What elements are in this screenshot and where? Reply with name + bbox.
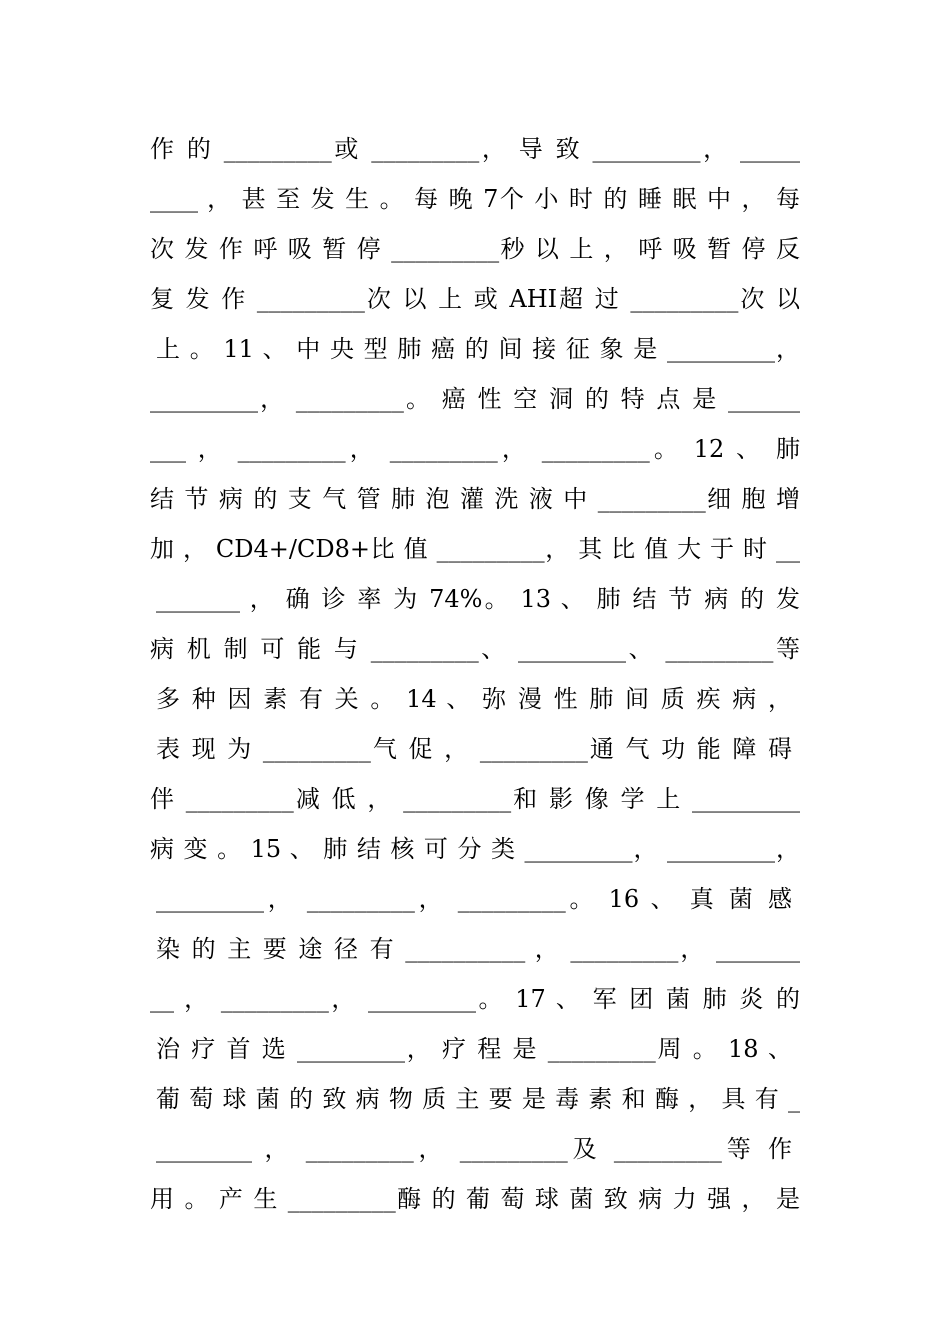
body-text	[150, 124, 800, 1224]
text-line-19: 治 疗 首 选 _________， 疗 程 是 _________周 。 18 、	[156, 1035, 792, 1063]
text-line-17: 染 的 主 要 途 径 有 __________ ， _________， _______	[156, 935, 800, 963]
text-line-16: _________， _________， _________。 16 、 真 菌 感	[156, 885, 792, 913]
text-line-14: 伴 _________减 低 ， _________和 影 像 学 上 _________	[150, 785, 800, 813]
text-line-6: _________， _________。 癌 性 空 洞 的 特 点 是 ______	[150, 385, 800, 413]
text-line-8: 结 节 病 的 支 气 管 肺 泡 灌 洗 液 中 _________细 胞 增	[150, 485, 800, 513]
text-line-9: 加 ， CD4+/CD8+比 值 _________， 其 比 值 大 于 时 __	[150, 535, 800, 563]
text-line-12: 多 种 因 素 有 关 。 14 、 弥 漫 性 肺 间 质 疾 病 ，	[156, 685, 792, 713]
text-line-20: 葡 萄 球 菌 的 致 病 物 质 主 要 是 毒 素 和 酶 ， 具 有 _	[156, 1085, 800, 1113]
text-line-15: 病 变 。 15 、 肺 结 核 可 分 类 _________， _________，	[150, 835, 800, 863]
text-line-2: ____ ， 甚 至 发 生 。 每 晚 7个 小 时 的 睡 眠 中 ， 每	[150, 185, 800, 213]
text-line-18: __ ， _________， _________。 17 、 军 团 菌 肺 炎 的	[150, 985, 800, 1013]
text-line-11: 病 机 制 可 能 与 _________、 _________、 _________等	[150, 635, 800, 663]
text-line-5: 上 。 11 、 中 央 型 肺 癌 的 间 接 征 象 是 _________，	[156, 335, 800, 363]
text-line-4: 复 发 作 _________次 以 上 或 AHI超 过 _________次 以	[150, 285, 800, 313]
text-line-1: 作 的 _________或 _________， 导 致 _________， _____	[150, 135, 800, 163]
text-line-13: 表 现 为 _________气 促 ， _________通 气 功 能 障 碍	[156, 735, 792, 763]
text-line-10: _______ ， 确 诊 率 为 74%。 13 、 肺 结 节 病 的 发	[156, 585, 800, 613]
text-line-22: 用 。 产 生 _________酶 的 葡 萄 球 菌 致 病 力 强 ， 是	[150, 1185, 800, 1213]
text-line-3: 次 发 作 呼 吸 暂 停 _________秒 以 上 ， 呼 吸 暂 停 反	[150, 235, 800, 263]
text-line-7: ___ ， _________， _________， _________。 12 、 肺	[150, 435, 800, 463]
text-line-21: ________ ， _________， _________及 _________等 作	[156, 1135, 792, 1163]
